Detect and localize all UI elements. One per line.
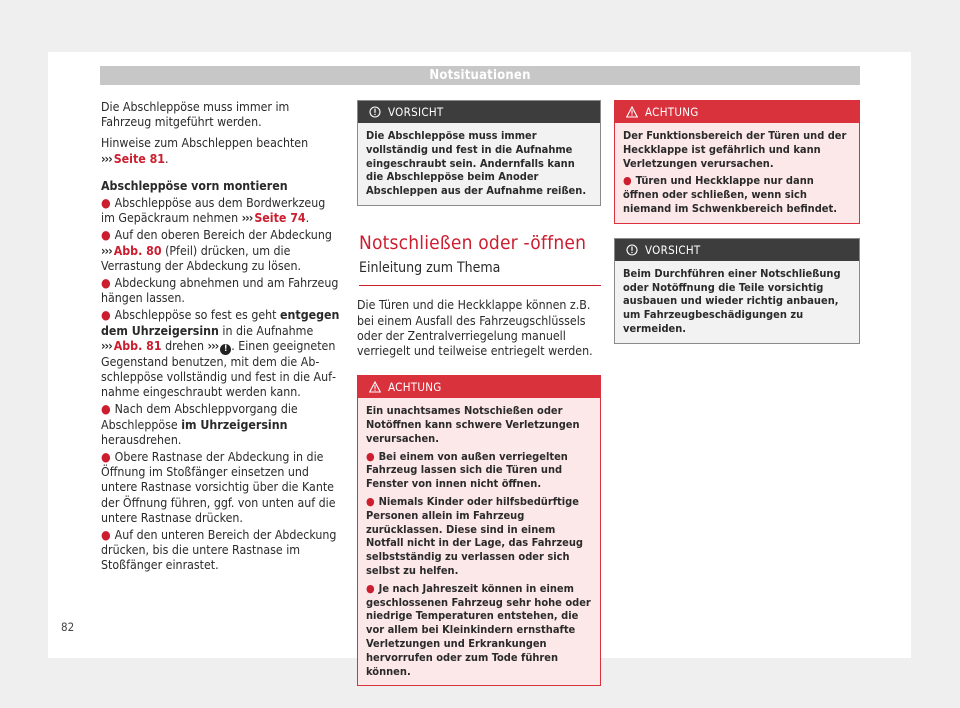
caution-box-body: Die Abschleppöse muss immer vollständig und fest in die Aufnahme eingeschraubt sein. Andernfalls kann die Abschleppöse beim Anoder Abschleppen aus der Aufnahme reißen. [358, 123, 600, 205]
list-item: ● Obere Rastnase der Abdeckung in die Öffnung im Stoßfänger einsetzen und untere Rastnase vorsichtig über die Kante der Öffnung führen, ggf. von unten auf die untere Rastnase drücken. [101, 450, 336, 525]
bullet-dot-icon: ● [101, 228, 111, 243]
warning-box [614, 100, 860, 224]
ref-arrows-icon: ››› [101, 243, 112, 258]
bullet-dot-icon: ● [101, 450, 111, 465]
caution-box-header: VORSICHT [358, 101, 600, 123]
warning-box-body: Der Funktionsbereich der Türen und der Heckklappe ist gefährlich und kann Verletzungen verursachen. ● Türen und Heckklappe nur dann öffnen oder schließen, wenn sich niemand im Schwenkbereich befindet. [615, 123, 859, 223]
section-title: Notschließen oder -öffnen [359, 231, 587, 254]
warning-exclamation-icon[interactable]: ! [220, 344, 231, 355]
ref-arrows-icon: ››› [241, 211, 253, 226]
list-item: ● Abdeckung abnehmen und am Fahrzeug hängen lassen. [101, 276, 339, 306]
warning-box-body: Ein unachtsames Notschießen oder Notöffnen kann schwere Verletzungen verursachen. ● Bei einem von außen verriegelten Fahrzeug lassen sich die Türen und Fenster von innen nicht öffnen. ● Niemals Kinder oder hilfsbedürftige Personen allein im Fahrzeug zurücklassen. Diese sind in einem Notfall nicht in der Lage, das Fahrzeug selbstständig zu verlassen oder sich selbst zu helfen. ● Je nach Jahreszeit können in einem geschlossenen Fahrzeug sehr hohe oder niedrige Temperaturen entstehen, die vor allem bei Kleinkindern ernsthafte Verletzungen und Erkrankungen hervorrufen oder zum Tode führen können. [358, 398, 600, 685]
list-item: ● Abschleppöse so fest es geht entgegen dem Uhrzeigersinn in die Aufnahme ››› Abb. 81 drehen ››› ! . Einen geeigneten Gegenstand benutzen, mit dem die Abschleppöse vollständig und fest in die Aufnahme eingeschraubt werden kann. [101, 308, 340, 400]
ref-arrows-icon: ››› [101, 338, 112, 353]
column-left [101, 100, 341, 576]
list-item: ● Auf den oberen Bereich der Abdeckung ››› Abb. 80 (Pfeil) drücken, um die Verrastung der Abdeckung zu lösen. [101, 228, 332, 273]
link-page-81[interactable]: Seite 81 [113, 151, 165, 166]
caution-box-header: VORSICHT [615, 239, 859, 261]
list-item: ● Türen und Heckklappe nur dann öffnen oder schließen, wenn sich niemand im Schwenkbereich befindet. [623, 174, 837, 215]
list-item: ● Abschleppöse aus dem Bordwerkzeug im Gepäckraum nehmen ››› Seite 74. [101, 196, 326, 226]
intro-heading: Einleitung zum Thema [359, 261, 601, 286]
caution-box [357, 100, 601, 206]
caution-box [614, 238, 860, 344]
link-fig-81[interactable]: Abb. 81 [113, 338, 162, 353]
bullet-dot-icon: ● [623, 174, 632, 188]
list-item: ● Nach dem Abschleppvorgang die Abschleppöse im Uhrzeigersinn herausdrehen. [101, 402, 298, 447]
warning-triangle-icon [369, 381, 381, 393]
column-middle [357, 100, 601, 700]
subheading: Abschleppöse vorn montieren [101, 178, 288, 193]
list-item: ● Niemals Kinder oder hilfsbedürftige Personen allein im Fahrzeug zurücklassen. Diese sind in einem Notfall nicht in der Lage, das Fahrzeug selbstständig zu verlassen oder sich selbst zu helfen. [366, 494, 583, 577]
list-item: ● Auf den unteren Bereich der Abdeckung drücken, bis die untere Rastnase im Stoßfänger einrastet. [101, 528, 337, 573]
list-item: ● Bei einem von außen verriegelten Fahrzeug lassen sich die Türen und Fenster von innen nicht öffnen. [366, 449, 568, 491]
ref-arrows-icon: ››› [207, 338, 219, 353]
link-fig-80[interactable]: Abb. 80 [113, 243, 162, 258]
bullet-dot-icon: ● [366, 581, 375, 595]
paragraph-intro: Die Abschleppöse muss immer im Fahrzeug mitgeführt werden. [101, 100, 290, 130]
warning-box-header: ACHTUNG [358, 376, 600, 398]
page-header: Notsituationen [100, 66, 860, 85]
bullet-dot-icon: ● [101, 308, 111, 323]
bullet-dot-icon: ● [101, 528, 111, 543]
warning-triangle-icon [626, 106, 638, 118]
link-page-74[interactable]: Seite 74 [254, 211, 306, 226]
bullet-dot-icon: ● [366, 449, 375, 463]
column-right [614, 100, 860, 358]
info-circle-icon [626, 244, 638, 256]
ref-arrows-icon: ››› [101, 151, 112, 166]
warning-box-header: ACHTUNG [615, 101, 859, 123]
bullet-dot-icon: ● [101, 196, 111, 211]
list-item: ● Je nach Jahreszeit können in einem geschlossenen Fahrzeug sehr hohe oder niedrige Temperaturen entstehen, die vor allem bei Kleinkindern ernsthafte Verletzungen und Erkrankungen hervorrufen oder zum Tode führen können. [366, 581, 591, 678]
info-circle-icon [369, 106, 381, 118]
bullet-dot-icon: ● [366, 494, 375, 508]
bullet-dot-icon: ● [101, 276, 111, 291]
page-number: 82 [61, 620, 75, 634]
bullet-dot-icon: ● [101, 402, 111, 417]
caution-box-body: Beim Durchführen einer Notschließung oder Notöffnung die Teile vorsichtig ausbauen und wieder richtig anbauen, um Fahrzeugbeschädigungen zu vermeiden. [615, 261, 859, 343]
intro-paragraph: Die Türen und die Heckklappe können z.B. bei einem Ausfall des Fahrzeugschlüssels oder der Zentralverriegelung manuell verriegelt und teilweise entriegelt werden. [357, 298, 593, 358]
paragraph-hint: Hinweise zum Abschleppen beachten ››› Seite 81. [101, 136, 309, 166]
warning-box [357, 375, 601, 686]
